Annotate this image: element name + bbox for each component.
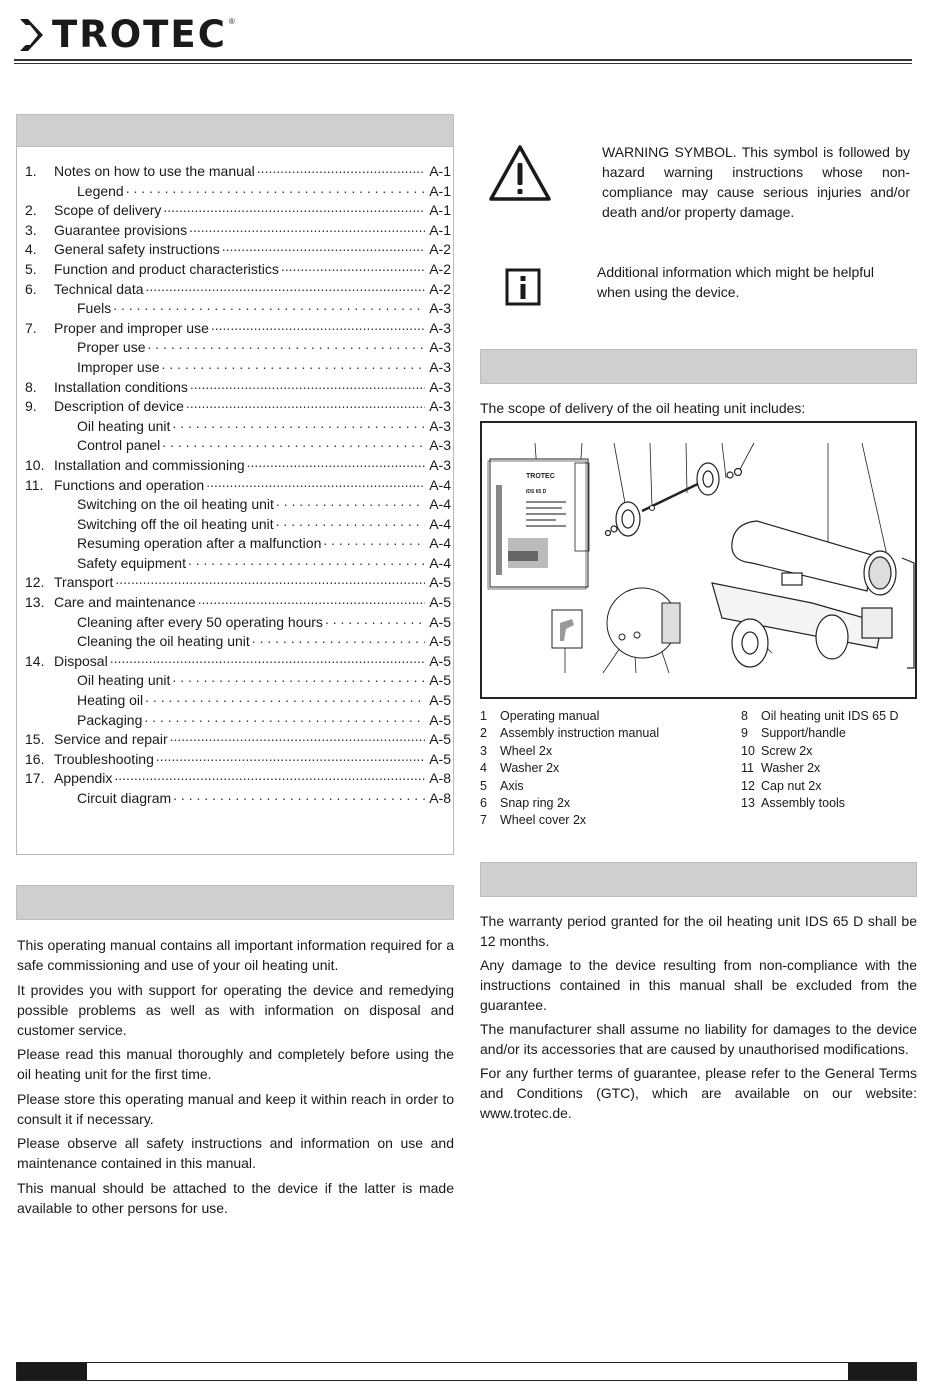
toc-entry xyxy=(25,201,451,221)
toc-entry xyxy=(25,299,451,319)
warning-symbol-text: WARNING SYMBOL. This symbol is followed by hazard warning instructions whose non-compliance may cause serious injuries and/or death and/or property damage. xyxy=(602,144,910,220)
toc-entry-number: 7. xyxy=(25,319,37,336)
toc-entry-page: A-4 xyxy=(429,535,451,552)
toc-entry xyxy=(25,436,451,456)
part-number: 12 xyxy=(741,778,755,793)
toc-entry-number: 16. xyxy=(25,750,45,767)
toc-entry-title: Oil heating unit xyxy=(77,672,171,689)
part-label: Assembly tools xyxy=(761,796,846,811)
toc-leader-dots xyxy=(162,436,425,456)
table-of-contents-box xyxy=(16,114,454,855)
toc-entry-title: Improper use xyxy=(77,358,160,375)
toc-entry-title: Circuit diagram xyxy=(77,790,172,806)
toc-leader-dots xyxy=(206,476,425,496)
toc-entry xyxy=(25,613,451,633)
toc-entry-page: A-5 xyxy=(429,613,451,630)
toc-heading-bar xyxy=(16,114,454,147)
guarantee-heading-bar xyxy=(480,862,917,897)
toc-entry-title: Control panel xyxy=(77,437,161,454)
part-item xyxy=(480,812,730,829)
table-of-contents xyxy=(25,162,451,809)
part-label: Axis xyxy=(500,778,524,793)
toc-leader-dots xyxy=(114,769,425,789)
registered-mark: ® xyxy=(228,16,235,26)
toc-entry xyxy=(25,338,451,358)
parts-list-left xyxy=(480,708,730,830)
toc-entry-title: Technical data xyxy=(54,280,144,297)
toc-entry-number: 4. xyxy=(25,241,37,258)
toc-entry xyxy=(25,456,451,476)
toc-entry-title: Disposal xyxy=(54,652,108,669)
toc-entry xyxy=(25,573,451,593)
brand-logo xyxy=(18,13,235,56)
toc-entry-page: A-4 xyxy=(429,515,451,532)
intro-paragraph: Please observe all safety instructions and information on use and maintenance contained in this manual. xyxy=(17,1135,454,1171)
toc-entry-page: A-3 xyxy=(429,437,451,454)
trotec-logo-mark-icon xyxy=(18,17,46,53)
toc-entry-page: A-1 xyxy=(429,221,451,238)
toc-entry-title: Installation conditions xyxy=(54,378,188,395)
toc-entry-title: Function and product characteristics xyxy=(54,260,279,277)
toc-leader-dots xyxy=(257,162,425,182)
toc-entry xyxy=(25,378,451,398)
part-number: 2 xyxy=(480,726,487,741)
guarantee-paragraph: For any further terms of guarantee, please refer to the General Terms and Conditions (GTC), which are available on our website: www.trotec.de. xyxy=(480,1065,917,1121)
part-label: Washer 2x xyxy=(761,761,821,776)
toc-entry-page: A-5 xyxy=(429,711,451,728)
toc-leader-dots xyxy=(161,358,425,378)
delivery-illustration xyxy=(482,423,915,697)
toc-leader-dots xyxy=(156,750,425,770)
toc-entry-number: 10. xyxy=(25,456,45,473)
toc-leader-dots xyxy=(144,711,425,731)
toc-entry-title: General safety instructions xyxy=(54,241,220,258)
toc-entry-number: 2. xyxy=(25,202,37,219)
toc-leader-dots xyxy=(198,593,425,613)
header-rule xyxy=(14,59,912,61)
toc-leader-dots xyxy=(186,397,425,417)
toc-leader-dots xyxy=(113,299,425,319)
part-label: Support/handle xyxy=(761,726,846,741)
toc-leader-dots xyxy=(276,515,425,535)
info-icon xyxy=(505,268,541,306)
toc-leader-dots xyxy=(325,613,425,633)
toc-entry-page: A-3 xyxy=(429,398,451,415)
part-item xyxy=(741,708,917,725)
info-symbol-text: Additional information which might be helpful when using the device. xyxy=(597,264,875,300)
toc-entry-page: A-2 xyxy=(429,241,451,258)
toc-entry-page: A-4 xyxy=(429,476,451,493)
intro-paragraph: It provides you with support for operating the device and remedying possible problems as well as with information on disposal and customer service. xyxy=(17,981,454,1038)
intro-paragraph: Please store this operating manual and keep it within reach in order to consult it if necessary. xyxy=(17,1090,454,1127)
toc-leader-dots xyxy=(247,456,425,476)
toc-leader-dots xyxy=(222,240,425,260)
part-number: 13 xyxy=(741,796,755,811)
toc-entry-page: A-5 xyxy=(429,652,451,669)
toc-entry-page: A-2 xyxy=(429,280,451,297)
delivery-intro: The scope of delivery of the oil heating unit includes: xyxy=(480,400,806,416)
part-number: 8 xyxy=(741,709,748,723)
toc-entry-number: 14. xyxy=(25,652,45,669)
guarantee-text xyxy=(480,911,917,1127)
toc-entry-number: 12. xyxy=(25,574,45,591)
toc-entry xyxy=(25,593,451,613)
part-label: Oil heating unit IDS 65 D xyxy=(761,709,899,723)
toc-entry-title: Troubleshooting xyxy=(54,750,154,767)
toc-leader-dots xyxy=(281,260,425,280)
toc-entry-number: 1. xyxy=(25,163,37,179)
part-label: Wheel cover 2x xyxy=(500,813,587,828)
toc-leader-dots xyxy=(145,691,425,711)
toc-entry-number: 6. xyxy=(25,280,37,297)
toc-entry-page: A-3 xyxy=(429,319,451,336)
part-number: 1 xyxy=(480,709,487,723)
toc-entry-page: A-3 xyxy=(429,456,451,473)
toc-leader-dots xyxy=(276,495,425,515)
toc-entry-title: Fuels xyxy=(77,300,112,317)
part-item xyxy=(741,778,917,795)
part-number: 3 xyxy=(480,743,487,758)
part-item xyxy=(480,708,730,725)
toc-entry xyxy=(25,358,451,378)
toc-entry-page: A-5 xyxy=(429,750,451,767)
toc-leader-dots xyxy=(188,554,425,574)
guarantee-paragraph: The manufacturer shall assume no liability for damages to the device and/or its accessories that are caused by unauthorised modifications. xyxy=(480,1021,917,1057)
toc-entry xyxy=(25,476,451,496)
toc-leader-dots xyxy=(115,573,425,593)
toc-entry-title: Appendix xyxy=(54,770,113,787)
toc-entry xyxy=(25,711,451,731)
toc-entry xyxy=(25,221,451,241)
toc-leader-dots xyxy=(173,789,425,809)
part-label: Snap ring 2x xyxy=(500,796,571,811)
toc-entry xyxy=(25,515,451,535)
intro-heading-bar xyxy=(16,885,454,920)
toc-entry-title: Transport xyxy=(54,574,114,591)
toc-entry xyxy=(25,240,451,260)
toc-entry xyxy=(25,671,451,691)
toc-entry xyxy=(25,280,451,300)
intro-paragraph: Please read this manual thoroughly and completely before using the oil heating unit for the first time. xyxy=(17,1046,454,1082)
toc-entry-number: 13. xyxy=(25,594,45,611)
toc-entry-number: 8. xyxy=(25,378,37,395)
toc-entry xyxy=(25,182,451,202)
toc-entry-title: Proper and improper use xyxy=(54,319,209,336)
toc-entry-page: A-1 xyxy=(429,163,451,179)
part-number: 10 xyxy=(741,743,755,758)
toc-entry-title: Service and repair xyxy=(54,731,168,748)
header-rule-thin xyxy=(14,63,912,64)
mini-manual-model: IDS 65 D xyxy=(526,489,547,495)
toc-entry xyxy=(25,632,451,652)
toc-entry-title: Resuming operation after a malfunction xyxy=(77,535,322,552)
brand-name: TROTEC xyxy=(52,13,227,56)
part-item xyxy=(480,795,730,812)
toc-entry xyxy=(25,750,451,770)
intro-paragraph: This manual should be attached to the device if the latter is made available to other persons for use. xyxy=(17,1179,454,1216)
toc-entry-page: A-8 xyxy=(429,790,451,806)
part-number: 7 xyxy=(480,813,487,828)
intro-paragraph: This operating manual contains all important information required for a safe commissioning and use of your oil heating unit. xyxy=(17,937,454,973)
toc-entry-page: A-3 xyxy=(429,339,451,356)
toc-entry-page: A-5 xyxy=(429,731,451,748)
toc-entry xyxy=(25,769,451,789)
toc-entry-page: A-3 xyxy=(429,378,451,395)
toc-entry-number: 3. xyxy=(25,221,37,238)
toc-entry-title: Cleaning after every 50 operating hours xyxy=(77,613,323,630)
toc-entry-page: A-5 xyxy=(429,633,451,650)
toc-entry-page: A-1 xyxy=(429,182,451,199)
part-item xyxy=(480,778,730,795)
toc-entry-title: Scope of delivery xyxy=(54,202,162,219)
part-label: Wheel 2x xyxy=(500,743,553,758)
toc-leader-dots xyxy=(172,417,425,437)
toc-leader-dots xyxy=(323,534,425,554)
toc-entry xyxy=(25,691,451,711)
guarantee-paragraph: Any damage to the device resulting from non-compliance with the instructions contained in this manual shall be excluded from the guarantee. xyxy=(480,957,917,1013)
part-item xyxy=(741,760,917,777)
part-item xyxy=(480,760,730,777)
toc-leader-dots xyxy=(147,338,425,358)
toc-entry-page: A-8 xyxy=(429,770,451,787)
toc-entry xyxy=(25,319,451,339)
toc-entry xyxy=(25,554,451,574)
toc-leader-dots xyxy=(146,280,425,300)
toc-entry-page: A-3 xyxy=(429,358,451,375)
part-label: Washer 2x xyxy=(500,761,560,776)
intro-text xyxy=(17,935,454,1222)
toc-entry-title: Packaging xyxy=(77,711,143,728)
part-label: Operating manual xyxy=(500,709,600,723)
toc-entry-page: A-3 xyxy=(429,300,451,317)
toc-leader-dots xyxy=(189,221,425,241)
toc-entry-title: Description of device xyxy=(54,398,184,415)
toc-entry xyxy=(25,397,451,417)
toc-entry-title: Switching off the oil heating unit xyxy=(77,515,274,532)
toc-entry-title: Cleaning the oil heating unit xyxy=(77,633,250,650)
part-item xyxy=(480,725,730,742)
toc-entry-number: 11. xyxy=(25,476,44,493)
part-number: 5 xyxy=(480,778,487,793)
toc-entry-number: 17. xyxy=(25,770,45,787)
part-item xyxy=(741,725,917,742)
toc-entry-number: 15. xyxy=(25,731,45,748)
toc-entry-title: Proper use xyxy=(77,339,146,356)
toc-leader-dots xyxy=(190,378,425,398)
part-number: 9 xyxy=(741,726,748,741)
delivery-heading-bar xyxy=(480,349,917,384)
toc-entry-number: 5. xyxy=(25,260,37,277)
part-item xyxy=(741,743,917,760)
toc-entry-title: Safety equipment xyxy=(77,554,186,571)
part-number: 4 xyxy=(480,761,487,776)
toc-entry-title: Guarantee provisions xyxy=(54,221,188,238)
part-item xyxy=(480,743,730,760)
toc-entry-number: 9. xyxy=(25,398,37,415)
toc-entry xyxy=(25,260,451,280)
toc-entry xyxy=(25,162,451,182)
toc-leader-dots xyxy=(126,182,425,202)
toc-entry xyxy=(25,789,451,809)
toc-leader-dots xyxy=(252,632,425,652)
toc-entry-page: A-4 xyxy=(429,554,451,571)
toc-entry-page: A-1 xyxy=(429,202,451,219)
toc-leader-dots xyxy=(211,319,425,339)
toc-entry-page: A-5 xyxy=(429,672,451,689)
toc-entry-title: Care and maintenance xyxy=(54,594,196,611)
toc-entry-page: A-4 xyxy=(429,496,451,513)
toc-entry-page: A-3 xyxy=(429,417,451,434)
toc-leader-dots xyxy=(110,652,425,672)
toc-entry-title: Installation and commissioning xyxy=(54,456,245,473)
toc-entry xyxy=(25,495,451,515)
part-number: 11 xyxy=(741,761,754,776)
toc-leader-dots xyxy=(163,201,425,221)
toc-entry-page: A-5 xyxy=(429,692,451,709)
part-item xyxy=(741,795,917,812)
toc-entry-page: A-5 xyxy=(429,594,451,611)
toc-entry-page: A-2 xyxy=(429,260,451,277)
part-label: Screw 2x xyxy=(761,743,813,758)
toc-entry-title: Switching on the oil heating unit xyxy=(77,496,274,513)
guarantee-paragraph: The warranty period granted for the oil heating unit IDS 65 D shall be 12 months. xyxy=(480,913,917,949)
toc-entry-title: Oil heating unit xyxy=(77,417,171,434)
part-label: Cap nut 2x xyxy=(761,778,822,793)
toc-entry-title: Functions and operation xyxy=(54,476,205,493)
page-footer xyxy=(16,1362,917,1381)
scope-of-delivery-figure xyxy=(480,421,917,699)
toc-entry xyxy=(25,534,451,554)
toc-leader-dots xyxy=(172,671,425,691)
toc-entry-title: Legend xyxy=(77,182,124,199)
toc-leader-dots xyxy=(170,730,425,750)
toc-entry-title: Heating oil xyxy=(77,692,144,709)
warning-triangle-icon xyxy=(487,143,553,203)
toc-entry-title: Notes on how to use the manual xyxy=(54,163,255,179)
toc-entry xyxy=(25,652,451,672)
toc-entry-page: A-5 xyxy=(429,574,451,591)
footer-left-block xyxy=(17,1363,87,1380)
mini-manual-brand: TROTEC xyxy=(526,473,555,480)
parts-list-right xyxy=(741,708,917,812)
part-number: 6 xyxy=(480,796,487,811)
footer-right-block xyxy=(848,1363,916,1380)
toc-entry xyxy=(25,417,451,437)
toc-entry xyxy=(25,730,451,750)
part-label: Assembly instruction manual xyxy=(500,726,660,741)
